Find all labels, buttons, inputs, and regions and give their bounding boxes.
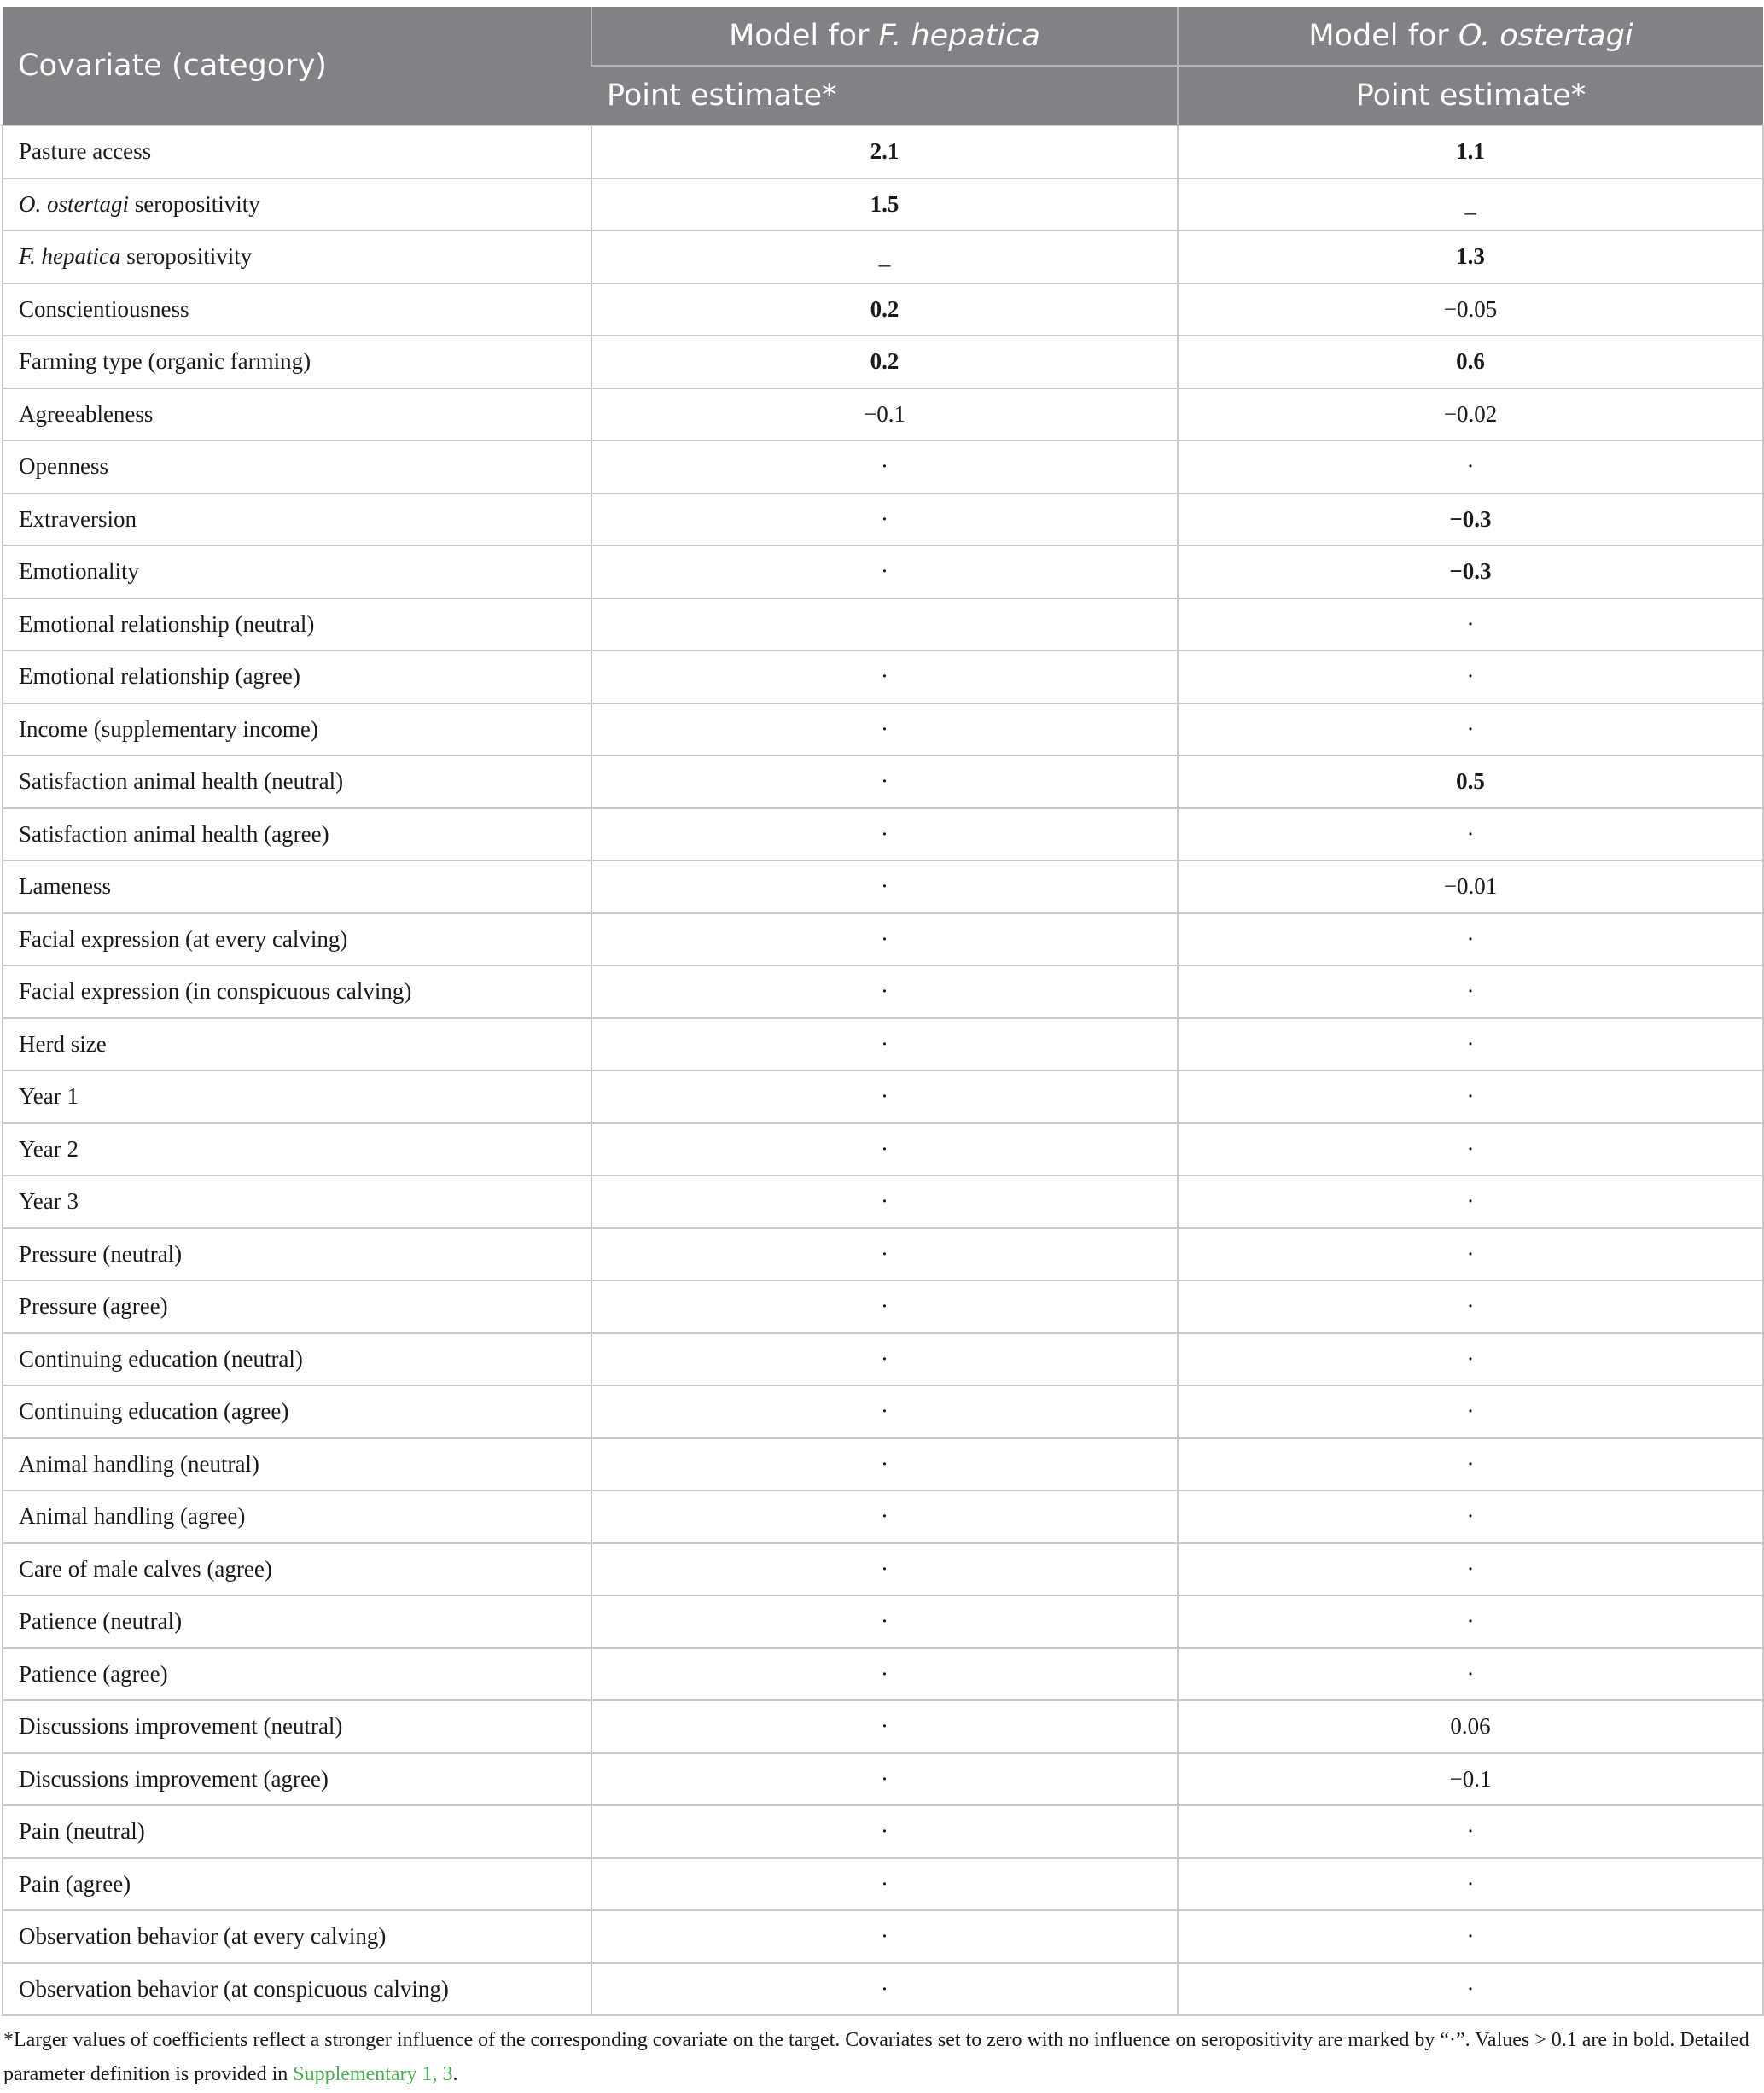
- fh-estimate-cell: ·: [591, 545, 1178, 598]
- covariate-cell: Patience (agree): [3, 1648, 591, 1701]
- covariate-cell: Emotional relationship (neutral): [3, 598, 591, 651]
- covariate-cell: Observation behavior (at conspicuous calving): [3, 1963, 591, 2016]
- fh-estimate-cell: ·: [591, 440, 1178, 493]
- table-row: [3, 703, 1763, 756]
- covariate-cell: Farming type (organic farming): [3, 335, 591, 388]
- table-row: [3, 1175, 1763, 1228]
- oo-estimate-cell: ·: [1178, 1595, 1763, 1648]
- fh-estimate-cell: [591, 598, 1178, 651]
- fh-estimate-cell: ·: [591, 1018, 1178, 1071]
- oo-estimate-cell: ·: [1178, 650, 1763, 703]
- table-row: [3, 1858, 1763, 1911]
- table-row: [3, 1385, 1763, 1438]
- oo-estimate-cell: ·: [1178, 1123, 1763, 1176]
- table-row: [3, 440, 1763, 493]
- oo-estimate-cell: 1.1: [1178, 125, 1763, 178]
- covariate-cell: Conscientiousness: [3, 283, 591, 336]
- oo-estimate-cell: _: [1178, 178, 1763, 231]
- covariate-cell: Income (supplementary income): [3, 703, 591, 756]
- table-row: [3, 1070, 1763, 1123]
- oo-estimate-cell: −0.05: [1178, 283, 1763, 336]
- table-row: [3, 808, 1763, 861]
- table-row: [3, 1490, 1763, 1543]
- oo-estimate-cell: ·: [1178, 440, 1763, 493]
- oo-estimate-cell: ·: [1178, 703, 1763, 756]
- covariate-suffix: seropositivity: [120, 243, 253, 270]
- covariate-cell: Lameness: [3, 860, 591, 913]
- covariate-cell: Openness: [3, 440, 591, 493]
- oo-estimate-cell: ·: [1178, 1385, 1763, 1438]
- covariate-cell: Discussions improvement (neutral): [3, 1700, 591, 1753]
- covariate-cell: Observation behavior (at every calving): [3, 1910, 591, 1963]
- oo-estimate-cell: −0.3: [1178, 545, 1763, 598]
- fh-estimate-cell: ·: [591, 1910, 1178, 1963]
- coefficients-table: [2, 7, 1764, 2016]
- table-row: [3, 598, 1763, 651]
- oo-estimate-cell: 0.5: [1178, 755, 1763, 808]
- table-row: [3, 178, 1763, 231]
- covariate-cell: Year 2: [3, 1123, 591, 1176]
- header-covariate: Covariate (category): [3, 7, 591, 125]
- oo-estimate-cell: ·: [1178, 1438, 1763, 1491]
- covariate-cell: Care of male calves (agree): [3, 1543, 591, 1596]
- fh-estimate-cell: ·: [591, 808, 1178, 861]
- table-row: [3, 1805, 1763, 1858]
- table-row: [3, 1438, 1763, 1491]
- table-row: [3, 1333, 1763, 1386]
- table-row: [3, 335, 1763, 388]
- table-container: [2, 7, 1762, 2091]
- oo-estimate-cell: −0.01: [1178, 860, 1763, 913]
- covariate-cell: Emotionality: [3, 545, 591, 598]
- header-model-prefix: Model for: [729, 19, 879, 53]
- covariate-cell: Pain (neutral): [3, 1805, 591, 1858]
- table-row: [3, 913, 1763, 966]
- covariate-cell: Facial expression (at every calving): [3, 913, 591, 966]
- oo-estimate-cell: 1.3: [1178, 230, 1763, 283]
- header-species-fh: F. hepatica: [878, 19, 1040, 53]
- supplementary-link[interactable]: Supplementary 1, 3: [293, 2063, 453, 2085]
- header-species-oo: O. ostertagi: [1458, 19, 1633, 53]
- fh-estimate-cell: ·: [591, 1333, 1178, 1386]
- fh-estimate-cell: ·: [591, 965, 1178, 1018]
- covariate-cell: Agreeableness: [3, 388, 591, 441]
- table-row: [3, 545, 1763, 598]
- oo-estimate-cell: ·: [1178, 1333, 1763, 1386]
- covariate-species: F. hepatica: [19, 243, 121, 270]
- table-row: [3, 1595, 1763, 1648]
- oo-estimate-cell: ·: [1178, 965, 1763, 1018]
- fh-estimate-cell: ·: [591, 1858, 1178, 1911]
- header-model-oo: [1178, 7, 1763, 66]
- table-header: [3, 7, 1763, 125]
- covariate-cell: Herd size: [3, 1018, 591, 1071]
- table-row: [3, 1910, 1763, 1963]
- table-row: [3, 1280, 1763, 1333]
- covariate-cell: [3, 178, 591, 231]
- oo-estimate-cell: ·: [1178, 1543, 1763, 1596]
- fh-estimate-cell: 0.2: [591, 283, 1178, 336]
- oo-estimate-cell: ·: [1178, 1490, 1763, 1543]
- oo-estimate-cell: ·: [1178, 1963, 1763, 2016]
- fh-estimate-cell: −0.1: [591, 388, 1178, 441]
- header-point-estimate-oo: Point estimate*: [1178, 66, 1763, 125]
- table-row: [3, 755, 1763, 808]
- header-point-estimate-fh: Point estimate*: [591, 66, 1178, 125]
- table-row: [3, 1753, 1763, 1806]
- oo-estimate-cell: 0.6: [1178, 335, 1763, 388]
- fh-estimate-cell: ·: [591, 913, 1178, 966]
- fh-estimate-cell: ·: [591, 755, 1178, 808]
- covariate-cell: Facial expression (in conspicuous calving): [3, 965, 591, 1018]
- fh-estimate-cell: ·: [591, 1648, 1178, 1701]
- fh-estimate-cell: ·: [591, 703, 1178, 756]
- fh-estimate-cell: ·: [591, 1280, 1178, 1333]
- table-row: [3, 125, 1763, 178]
- fh-estimate-cell: 0.2: [591, 335, 1178, 388]
- oo-estimate-cell: ·: [1178, 808, 1763, 861]
- covariate-cell: Pressure (agree): [3, 1280, 591, 1333]
- table-row: [3, 1543, 1763, 1596]
- fh-estimate-cell: ·: [591, 1438, 1178, 1491]
- covariate-cell: Pain (agree): [3, 1858, 591, 1911]
- oo-estimate-cell: −0.02: [1178, 388, 1763, 441]
- covariate-cell: Discussions improvement (agree): [3, 1753, 591, 1806]
- oo-estimate-cell: −0.1: [1178, 1753, 1763, 1806]
- header-model-prefix: Model for: [1308, 19, 1458, 53]
- covariate-cell: Satisfaction animal health (neutral): [3, 755, 591, 808]
- fh-estimate-cell: ·: [591, 1123, 1178, 1176]
- fh-estimate-cell: ·: [591, 1595, 1178, 1648]
- fh-estimate-cell: ·: [591, 1963, 1178, 2016]
- table-row: [3, 1018, 1763, 1071]
- covariate-cell: Year 3: [3, 1175, 591, 1228]
- covariate-cell: Animal handling (neutral): [3, 1438, 591, 1491]
- fh-estimate-cell: ·: [591, 1228, 1178, 1281]
- oo-estimate-cell: ·: [1178, 1228, 1763, 1281]
- fh-estimate-cell: ·: [591, 1385, 1178, 1438]
- covariate-cell: Extraversion: [3, 493, 591, 546]
- covariate-cell: Pasture access: [3, 125, 591, 178]
- fh-estimate-cell: _: [591, 230, 1178, 283]
- table-row: [3, 965, 1763, 1018]
- table-row: [3, 1700, 1763, 1753]
- fh-estimate-cell: ·: [591, 650, 1178, 703]
- table-footnote: [2, 2023, 1757, 2091]
- oo-estimate-cell: ·: [1178, 1175, 1763, 1228]
- table-row: [3, 230, 1763, 283]
- covariate-cell: [3, 230, 591, 283]
- footnote-text: *Larger values of coefficients reflect a stronger influence of the corresponding covariate on the target. Covariates set to zero with no influence on seropositivity are marked by “·”. Values > 0.1 are in bold. Detailed parameter definition is provided in: [3, 2029, 1749, 2085]
- table-body: [3, 125, 1763, 2015]
- table-row: [3, 650, 1763, 703]
- table-row: [3, 860, 1763, 913]
- oo-estimate-cell: ·: [1178, 1648, 1763, 1701]
- fh-estimate-cell: ·: [591, 860, 1178, 913]
- footnote-end: .: [452, 2063, 458, 2085]
- covariate-cell: Emotional relationship (agree): [3, 650, 591, 703]
- table-row: [3, 283, 1763, 336]
- covariate-cell: Pressure (neutral): [3, 1228, 591, 1281]
- table-row: [3, 1123, 1763, 1176]
- oo-estimate-cell: ·: [1178, 1280, 1763, 1333]
- oo-estimate-cell: ·: [1178, 598, 1763, 651]
- header-model-fh: [591, 7, 1178, 66]
- oo-estimate-cell: ·: [1178, 1070, 1763, 1123]
- table-row: [3, 1228, 1763, 1281]
- covariate-suffix: seropositivity: [129, 190, 260, 217]
- oo-estimate-cell: ·: [1178, 1805, 1763, 1858]
- table-row: [3, 1963, 1763, 2016]
- fh-estimate-cell: 2.1: [591, 125, 1178, 178]
- covariate-cell: Satisfaction animal health (agree): [3, 808, 591, 861]
- fh-estimate-cell: ·: [591, 1543, 1178, 1596]
- covariate-cell: Continuing education (neutral): [3, 1333, 591, 1386]
- covariate-cell: Patience (neutral): [3, 1595, 591, 1648]
- oo-estimate-cell: 0.06: [1178, 1700, 1763, 1753]
- fh-estimate-cell: ·: [591, 493, 1178, 546]
- oo-estimate-cell: ·: [1178, 1018, 1763, 1071]
- oo-estimate-cell: ·: [1178, 1910, 1763, 1963]
- table-row: [3, 493, 1763, 546]
- fh-estimate-cell: ·: [591, 1753, 1178, 1806]
- covariate-cell: Continuing education (agree): [3, 1385, 591, 1438]
- covariate-cell: Animal handling (agree): [3, 1490, 591, 1543]
- oo-estimate-cell: −0.3: [1178, 493, 1763, 546]
- fh-estimate-cell: ·: [591, 1070, 1178, 1123]
- fh-estimate-cell: ·: [591, 1175, 1178, 1228]
- table-row: [3, 388, 1763, 441]
- table-row: [3, 1648, 1763, 1701]
- fh-estimate-cell: ·: [591, 1490, 1178, 1543]
- fh-estimate-cell: ·: [591, 1700, 1178, 1753]
- oo-estimate-cell: ·: [1178, 1858, 1763, 1911]
- oo-estimate-cell: ·: [1178, 913, 1763, 966]
- fh-estimate-cell: ·: [591, 1805, 1178, 1858]
- covariate-cell: Year 1: [3, 1070, 591, 1123]
- covariate-species: O. ostertagi: [19, 190, 130, 217]
- fh-estimate-cell: 1.5: [591, 178, 1178, 231]
